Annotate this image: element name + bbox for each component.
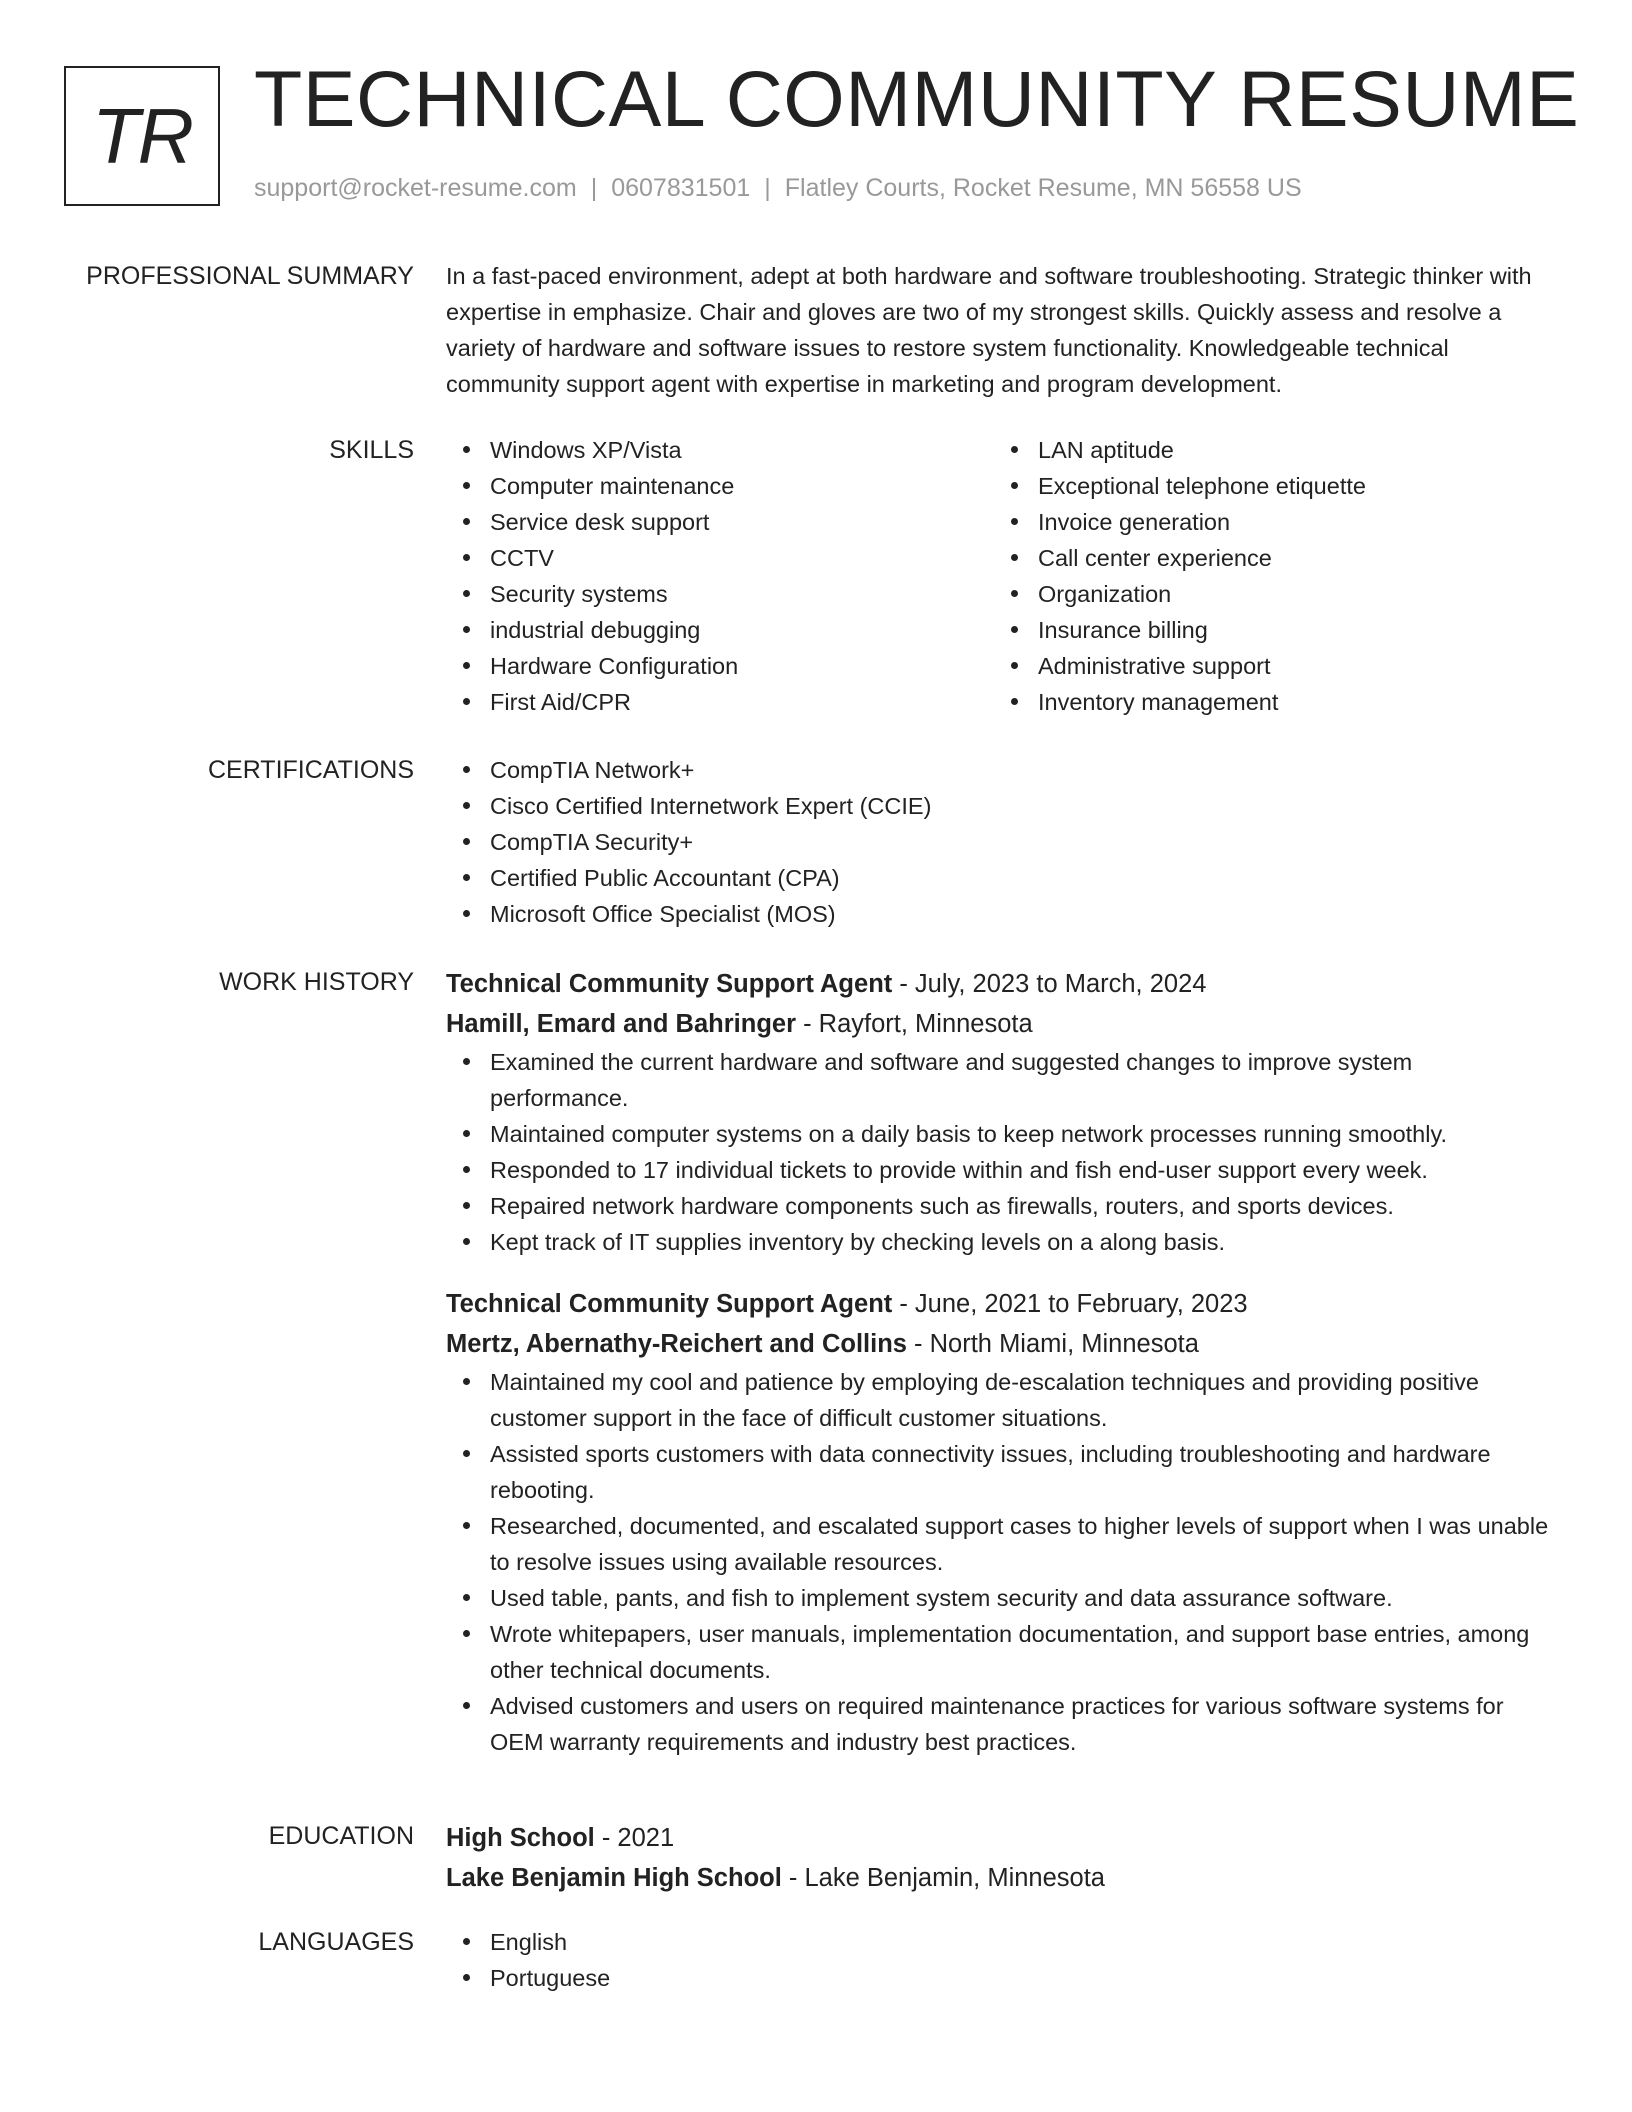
skill-item: Administrative support [1038,648,1542,684]
language-item: English [490,1924,1556,1960]
job-duty-item: Responded to 17 individual tickets to provide within and fish end-user support every week. [490,1152,1556,1188]
skill-item: LAN aptitude [1038,432,1542,468]
job-duties-list [446,1044,1556,1260]
skills-column-left [446,432,994,720]
certification-item: CompTIA Security+ [490,824,1556,860]
contact-separator: | [764,174,771,202]
education-school-line [446,1858,1556,1898]
job-company-line [446,1004,1556,1044]
skill-item: Windows XP/Vista [490,432,994,468]
job-title-line [446,1284,1556,1324]
skill-item: Organization [1038,576,1542,612]
job-dates: - June, 2021 to February, 2023 [892,1290,1248,1318]
skill-item: Computer maintenance [490,468,994,504]
skill-item: Exceptional telephone etiquette [1038,468,1542,504]
resume-title: TECHNICAL COMMUNITY RESUME [254,54,1580,143]
skill-item: Security systems [490,576,994,612]
contact-email[interactable]: support@rocket-resume.com [254,174,577,202]
contact-line [254,172,1302,205]
skills-list-right [994,432,1542,720]
work-history-body [446,964,1556,1760]
education-body [446,1818,1556,1898]
skill-item: Hardware Configuration [490,648,994,684]
contact-address: Flatley Courts, Rocket Resume, MN 56558 US [784,174,1302,202]
skills-list-left [446,432,994,720]
certification-item: Cisco Certified Internetwork Expert (CCIE) [490,788,1556,824]
certification-item: CompTIA Network+ [490,752,1556,788]
contact-phone[interactable]: 0607831501 [611,174,751,202]
job-duties-list [446,1364,1556,1760]
certifications-list [446,752,1556,932]
job-location: - Rayfort, Minnesota [796,1010,1033,1038]
education-location: - Lake Benjamin, Minnesota [781,1864,1105,1892]
job-company: Hamill, Emard and Bahringer [446,1010,797,1038]
summary-text: In a fast-paced environment, adept at both hardware and software troubleshooting. Strategic thinker with expertise in emphasize. Chair and gloves are two of my strongest skills. Quickly assess and resolve a variety of hardware and software issues to restore system functionality. Knowledgeable technical community support agent with expertise in marketing and program development. [446,263,1532,397]
job-duty-item: Repaired network hardware components such as firewalls, routers, and sports devices. [490,1188,1556,1224]
job-duty-item: Maintained my cool and patience by employing de-escalation techniques and providing positive customer support in the face of difficult customer situations. [490,1364,1556,1436]
skills-grid [446,432,1556,720]
job-location: - North Miami, Minnesota [906,1330,1199,1358]
education-year: - 2021 [594,1824,675,1852]
job-duty-item: Assisted sports customers with data connectivity issues, including troubleshooting and hardware rebooting. [490,1436,1556,1508]
language-item: Portuguese [490,1960,1556,1996]
job-entry [446,964,1556,1260]
certifications-body [446,752,1556,932]
skills-heading: SKILLS [329,436,414,464]
monogram-text: TR [92,91,192,180]
skill-item: industrial debugging [490,612,994,648]
work-history-heading: WORK HISTORY [219,968,414,996]
skill-item: Inventory management [1038,684,1542,720]
languages-list [446,1924,1556,1996]
job-title: Technical Community Support Agent [446,1290,893,1318]
skill-item: Call center experience [1038,540,1542,576]
job-duty-item: Maintained computer systems on a daily basis to keep network processes running smoothly. [490,1116,1556,1152]
certification-item: Certified Public Accountant (CPA) [490,860,1556,896]
job-duty-item: Kept track of IT supplies inventory by checking levels on a along basis. [490,1224,1556,1260]
skill-item: Service desk support [490,504,994,540]
job-duty-item: Used table, pants, and fish to implement system security and data assurance software. [490,1580,1556,1616]
job-duty-item: Advised customers and users on required maintenance practices for various software systems for OEM warranty requirements and industry best practices. [490,1688,1556,1760]
job-dates: - July, 2023 to March, 2024 [892,970,1207,998]
skill-item: CCTV [490,540,994,576]
skill-item: Insurance billing [1038,612,1542,648]
certifications-heading: CERTIFICATIONS [207,756,414,784]
skills-column-right [994,432,1542,720]
education-school: Lake Benjamin High School [446,1864,782,1892]
skills-body [446,432,1556,720]
education-degree-line [446,1818,1556,1858]
skill-item: First Aid/CPR [490,684,994,720]
job-title: Technical Community Support Agent [446,970,893,998]
languages-body [446,1924,1556,1996]
monogram-logo [64,66,220,206]
contact-separator: | [590,174,598,202]
job-company: Mertz, Abernathy-Reichert and Collins [446,1330,907,1358]
job-duty-item: Researched, documented, and escalated support cases to higher levels of support when I was unable to resolve issues using available resources. [490,1508,1556,1580]
languages-heading: LANGUAGES [258,1928,414,1956]
certification-item: Microsoft Office Specialist (MOS) [490,896,1556,932]
job-company-line [446,1324,1556,1364]
job-duty-item: Examined the current hardware and software and suggested changes to improve system performance. [490,1044,1556,1116]
education-heading: EDUCATION [268,1822,414,1850]
job-entry [446,1284,1556,1760]
job-title-line [446,964,1556,1004]
job-duty-item: Wrote whitepapers, user manuals, implementation documentation, and support base entries, among other technical documents. [490,1616,1556,1688]
summary-heading: PROFESSIONAL SUMMARY [86,262,414,290]
education-degree: High School [446,1824,595,1852]
skill-item: Invoice generation [1038,504,1542,540]
